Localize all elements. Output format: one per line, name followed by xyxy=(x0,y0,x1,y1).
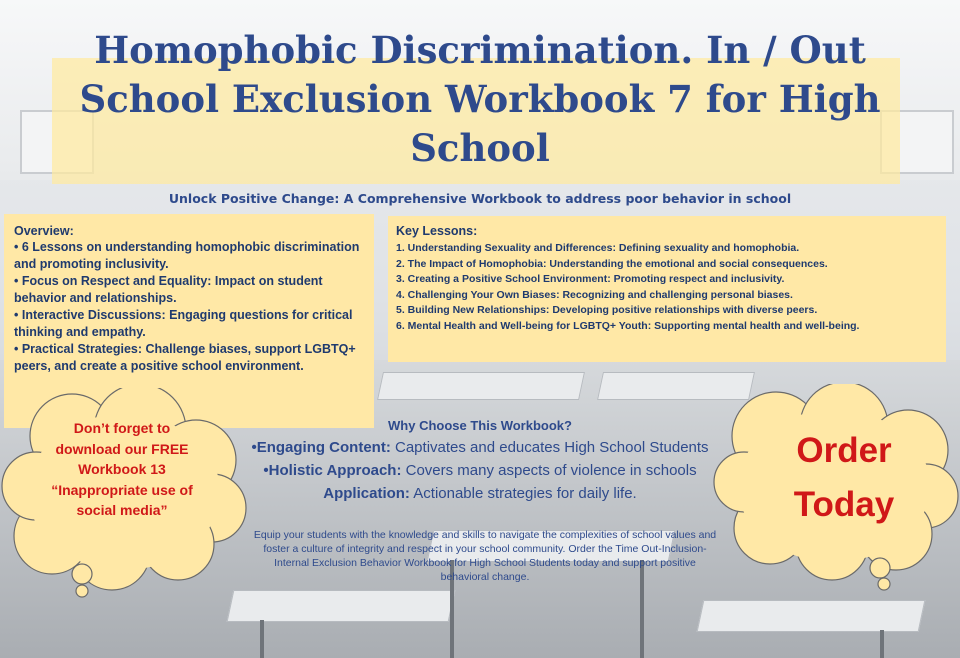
lesson-item: 2. The Impact of Homophobia: Understanding the emotional and social consequences. xyxy=(396,257,828,270)
why-row xyxy=(208,436,752,459)
page-subtitle: Unlock Positive Change: A Comprehensive Workbook to address poor behavior in school xyxy=(168,191,792,206)
lesson-item: 3. Creating a Positive School Environment: Promoting respect and inclusivity. xyxy=(396,273,785,285)
lesson-item: 1. Understanding Sexuality and Differences: Defining sexuality and homophobia. xyxy=(396,242,800,254)
lesson-item: 6. Mental Health and Well-being for LGBTQ+ Youth: Supporting mental health and well-being. xyxy=(396,319,860,332)
desk-leg xyxy=(260,620,264,658)
lesson-item: 5. Building New Relationships: Developing positive relationships with diverse peers. xyxy=(396,304,818,316)
why-choose-section xyxy=(208,416,752,505)
key-lessons-panel xyxy=(388,216,946,362)
why-row-label: Application: xyxy=(323,485,410,502)
overview-item: • Focus on Respect and Equality: Impact on student behavior and relationships. xyxy=(14,274,323,305)
why-row xyxy=(208,482,752,505)
why-row-label: •Engaging Content: xyxy=(251,439,391,456)
order-today-callout[interactable]: Order Today xyxy=(793,431,895,524)
closing-paragraph: Equip your students with the knowledge and skills to navigate the complexities of school values and foster a culture of integrity and respect in your school community. Order the Time Out-Inclusion- Internal Exclusion Behavior Workbook for High School Students today and support positive behavioral change. xyxy=(253,529,717,583)
why-row-text: Covers many aspects of violence in schools xyxy=(401,462,697,479)
overview-item: • Interactive Discussions: Engaging questions for critical thinking and empathy. xyxy=(14,308,353,339)
page-title: Homophobic Discrimination. In / Out School Exclusion Workbook 7 for High School xyxy=(79,28,881,170)
key-lessons-heading: Key Lessons: xyxy=(396,224,478,238)
why-row-label: •Holistic Approach: xyxy=(263,462,402,479)
desk xyxy=(697,600,926,632)
overview-heading: Overview: xyxy=(14,224,74,238)
overview-item: • Practical Strategies: Challenge biases, support LGBTQ+ peers, and create a positive school environment. xyxy=(14,342,356,373)
why-heading: Why Choose This Workbook? xyxy=(388,418,572,433)
why-row xyxy=(208,459,752,482)
desk xyxy=(377,372,585,400)
lesson-item: 4. Challenging Your Own Biases: Recognizing and challenging personal biases. xyxy=(396,288,793,301)
overview-item: • 6 Lessons on understanding homophobic discrimination and promoting inclusivity. xyxy=(14,240,360,271)
free-workbook-callout: Don’t forget to download our FREE Workbook 13 “Inappropriate use of social media” xyxy=(51,420,193,518)
desk xyxy=(227,590,456,622)
desk-leg xyxy=(880,630,884,658)
why-row-text: Actionable strategies for daily life. xyxy=(409,485,637,502)
why-row-text: Captivates and educates High School Students xyxy=(390,439,709,456)
